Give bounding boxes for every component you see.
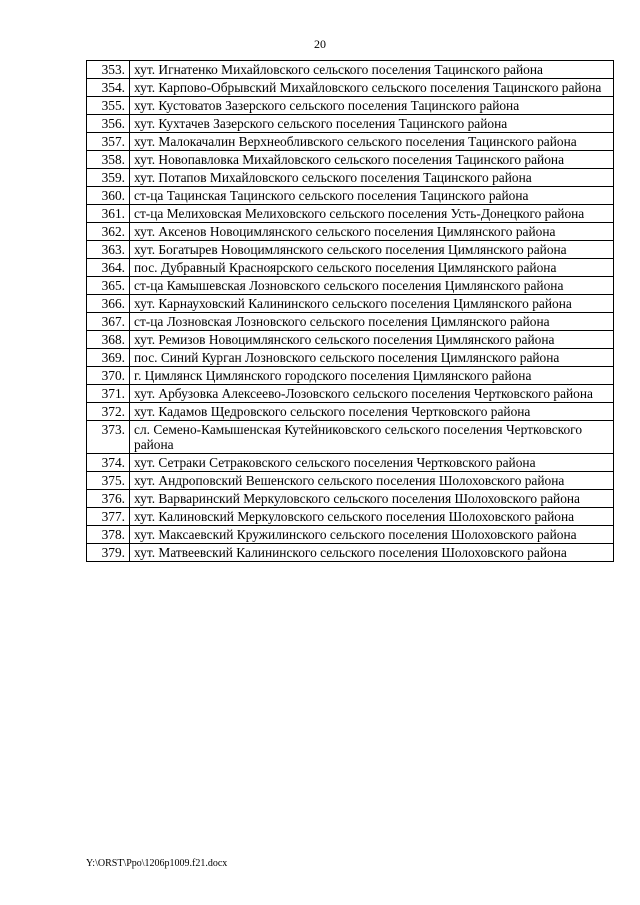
table-row — [87, 313, 614, 331]
row-number: 364. — [87, 259, 130, 277]
settlement-name: хут. Карпово-Обрывский Михайловского сельского поселения Тацинского района — [130, 79, 614, 97]
row-number: 368. — [87, 331, 130, 349]
row-number: 370. — [87, 367, 130, 385]
settlement-name: хут. Калиновский Меркуловского сельского поселения Шолоховского района — [130, 508, 614, 526]
settlement-name: сл. Семено-Камышенская Кутейниковского сельского поселения Чертковского района — [130, 421, 614, 454]
settlement-name: г. Цимлянск Цимлянского городского поселения Цимлянского района — [130, 367, 614, 385]
row-number: 359. — [87, 169, 130, 187]
table-row — [87, 490, 614, 508]
row-number: 362. — [87, 223, 130, 241]
settlement-name: хут. Сетраки Сетраковского сельского поселения Чертковского района — [130, 454, 614, 472]
row-number: 355. — [87, 97, 130, 115]
settlement-name: хут. Игнатенко Михайловского сельского поселения Тацинского района — [130, 61, 614, 79]
table-row — [87, 403, 614, 421]
settlement-name: хут. Кадамов Щедровского сельского поселения Чертковского района — [130, 403, 614, 421]
row-number: 358. — [87, 151, 130, 169]
table-body — [87, 61, 614, 562]
settlement-name: хут. Аксенов Новоцимлянского сельского поселения Цимлянского района — [130, 223, 614, 241]
settlement-name: хут. Карнауховский Калининского сельского поселения Цимлянского района — [130, 295, 614, 313]
table-row — [87, 97, 614, 115]
row-number: 367. — [87, 313, 130, 331]
settlement-name: хут. Новопавловка Михайловского сельского поселения Тацинского района — [130, 151, 614, 169]
row-number: 376. — [87, 490, 130, 508]
settlement-name: ст-ца Тацинская Тацинского сельского поселения Тацинского района — [130, 187, 614, 205]
row-number: 363. — [87, 241, 130, 259]
table-row — [87, 223, 614, 241]
table-row — [87, 421, 614, 454]
table-row — [87, 259, 614, 277]
table-row — [87, 61, 614, 79]
row-number: 357. — [87, 133, 130, 151]
table-row — [87, 526, 614, 544]
settlement-name: хут. Малокачалин Верхнеобливского сельского поселения Тацинского района — [130, 133, 614, 151]
row-number: 373. — [87, 421, 130, 454]
row-number: 378. — [87, 526, 130, 544]
table-row — [87, 277, 614, 295]
table-row — [87, 367, 614, 385]
table-row — [87, 79, 614, 97]
settlement-name: хут. Варваринский Меркуловского сельского поселения Шолоховского района — [130, 490, 614, 508]
row-number: 377. — [87, 508, 130, 526]
row-number: 354. — [87, 79, 130, 97]
row-number: 361. — [87, 205, 130, 223]
row-number: 371. — [87, 385, 130, 403]
table-row — [87, 349, 614, 367]
row-number: 369. — [87, 349, 130, 367]
row-number: 374. — [87, 454, 130, 472]
table-row — [87, 385, 614, 403]
settlement-name: хут. Арбузовка Алексеево-Лозовского сельского поселения Чертковского района — [130, 385, 614, 403]
table-row — [87, 169, 614, 187]
settlement-name: хут. Кустоватов Зазерского сельского поселения Тацинского района — [130, 97, 614, 115]
row-number: 360. — [87, 187, 130, 205]
settlement-name: хут. Потапов Михайловского сельского поселения Тацинского района — [130, 169, 614, 187]
file-path-footer: Y:\ORST\Ppo\1206p1009.f21.docx — [86, 858, 228, 869]
settlement-name: хут. Богатырев Новоцимлянского сельского поселения Цимлянского района — [130, 241, 614, 259]
settlements-table — [86, 60, 614, 562]
table-row — [87, 205, 614, 223]
row-number: 365. — [87, 277, 130, 295]
table-row — [87, 331, 614, 349]
settlement-name: хут. Кухтачев Зазерского сельского поселения Тацинского района — [130, 115, 614, 133]
table-row — [87, 295, 614, 313]
table-row — [87, 454, 614, 472]
row-number: 356. — [87, 115, 130, 133]
table-row — [87, 187, 614, 205]
row-number: 353. — [87, 61, 130, 79]
row-number: 366. — [87, 295, 130, 313]
row-number: 372. — [87, 403, 130, 421]
settlement-name: пос. Дубравный Красноярского сельского поселения Цимлянского района — [130, 259, 614, 277]
settlement-name: хут. Матвеевский Калининского сельского поселения Шолоховского района — [130, 544, 614, 562]
table-row — [87, 133, 614, 151]
table-row — [87, 115, 614, 133]
table-row — [87, 508, 614, 526]
settlement-name: хут. Андроповский Вешенского сельского поселения Шолоховского района — [130, 472, 614, 490]
settlement-name: хут. Максаевский Кружилинского сельского поселения Шолоховского района — [130, 526, 614, 544]
table-row — [87, 151, 614, 169]
table-row — [87, 544, 614, 562]
settlement-name: пос. Синий Курган Лозновского сельского поселения Цимлянского района — [130, 349, 614, 367]
settlement-name: хут. Ремизов Новоцимлянского сельского поселения Цимлянского района — [130, 331, 614, 349]
settlement-name: ст-ца Камышевская Лозновского сельского поселения Цимлянского района — [130, 277, 614, 295]
row-number: 379. — [87, 544, 130, 562]
settlement-name: ст-ца Лозновская Лозновского сельского поселения Цимлянского района — [130, 313, 614, 331]
row-number: 375. — [87, 472, 130, 490]
table-row — [87, 241, 614, 259]
page-number: 20 — [314, 37, 326, 51]
table-row — [87, 472, 614, 490]
settlement-name: ст-ца Мелиховская Мелиховского сельского поселения Усть-Донецкого района — [130, 205, 614, 223]
